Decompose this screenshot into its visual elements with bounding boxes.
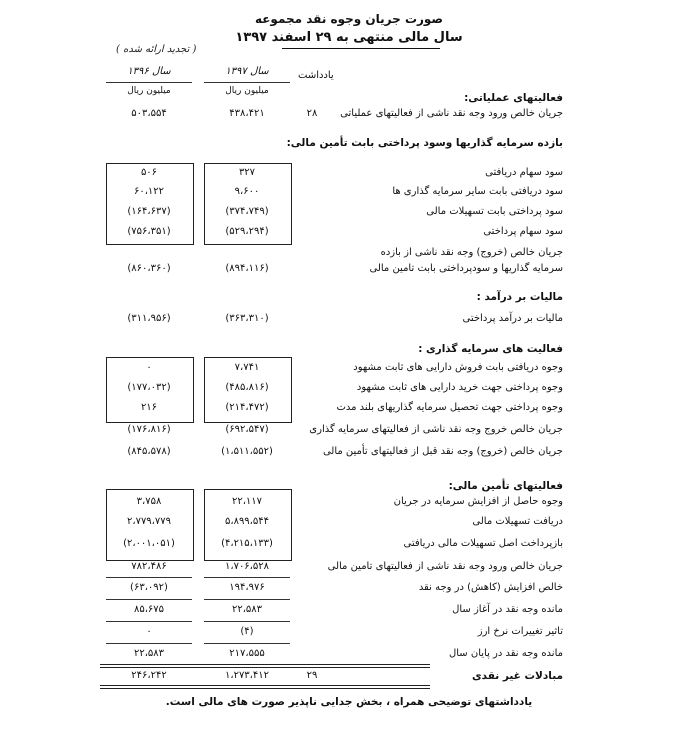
statement-row [0,263,698,283]
value-1397: ۹،۶۰۰ [234,186,260,197]
statement-row [0,446,698,466]
row-label: بازپرداخت اصل تسهیلات مالی دریافتی [403,538,563,549]
row-label: جریان خالص ورود وجه نقد ناشی از فعالیتهای تامین مالی [327,561,563,572]
value-1397: ۲۲،۱۱۷ [231,496,263,507]
statement-row [0,496,698,516]
statement-title: صورت جریان وجوه نقد مجموعه [254,12,444,26]
value-1397: (۳۶۳،۳۱۰) [225,313,269,324]
row-label: فعالیتهای عملیاتی: [464,92,563,104]
column-1397-rule [204,82,290,83]
value-1396: (۱۶۴،۶۳۷) [127,206,171,217]
row-label: بازده سرمایه گذاریها وسود پرداختی بابت تأمین مالی: [286,137,563,149]
value-1396: (۶۳،۰۹۲) [130,582,168,593]
unit-label-1396: میلیون ریال [127,86,171,96]
row-label: تاثیر تغییرات نرخ ارز [477,626,563,637]
value-1397: (۴،۲۱۵،۱۳۳) [221,538,273,549]
statement-row [0,516,698,536]
statement-row [0,561,698,581]
value-1397: ۲۲،۵۸۳ [231,604,263,615]
value-1397: ۲۱۷،۵۵۵ [229,648,265,659]
value-1396: (۳۱۱،۹۵۶) [127,313,171,324]
value-1396: ۵۰۶ [140,167,158,178]
value-1396: (۸۶۰،۳۶۰) [127,263,171,274]
value-1396: ۶۰،۱۲۲ [133,186,165,197]
value-1396: (۸۴۵،۵۷۸) [127,446,171,457]
row-label: سود سهام پرداختی [483,226,563,237]
row-label: دریافت تسهیلات مالی [472,516,563,527]
value-1397: ۴۳۸،۴۲۱ [229,108,265,119]
value-1396: ۵۰۳،۵۵۴ [131,108,167,119]
row-label: سود دریافتی بابت سایر سرمایه گذاری ها [392,186,563,197]
row-label: فعالیتهای تأمین مالی: [448,480,563,492]
value-1397: ۳۲۷ [238,167,256,178]
section-heading-row [0,291,698,311]
value-1397: (۴۸۵،۸۱۶) [225,382,269,393]
value-1397: (۲۱۴،۴۷۲) [225,402,269,413]
row-label: وجوه حاصل از افزایش سرمایه در جریان [393,496,563,507]
column-header-note: یادداشت [298,70,334,81]
value-1397: (۴) [240,626,254,637]
column-header-1397: سال ۱۳۹۷ [225,66,269,77]
row-label: مانده وجه نقد در آغاز سال [452,604,563,615]
statement-row [0,167,698,187]
statement-row [0,382,698,402]
value-1396: (۲،۰۰۱،۰۵۱) [123,538,175,549]
unit-label-1397: میلیون ریال [225,86,269,96]
row-label: مالیات بر درآمد پرداختی [462,313,563,324]
value-1396: ۲،۷۷۹،۷۷۹ [126,516,172,527]
statement-row [0,402,698,422]
value-1396: (۱۷۶،۸۱۶) [127,424,171,435]
row-label: جریان خالص (خروج) وجه نقد ناشی از بازده [380,247,563,258]
statement-row [0,604,698,624]
row-label: مانده وجه نقد در پایان سال [448,648,563,659]
section-heading-row [0,343,698,363]
row-label: خالص افزایش (کاهش) در وجه نقد [418,582,563,593]
column-1396-rule [106,82,192,83]
statement-row [0,313,698,333]
value-1396: ۲۲،۵۸۳ [133,648,165,659]
row-label: جریان خالص ورود وجه نقد ناشی از فعالیتهای عملیاتی [340,108,563,119]
row-label: مبادلات غیر نقدی [472,670,563,682]
statement-row [0,226,698,246]
statement-row [0,206,698,226]
statement-row [0,648,698,668]
subtitle-underline [282,48,440,49]
row-label: وجوه پرداختی جهت خرید دارایی های ثابت مشهود [356,382,563,393]
section-heading-row [0,137,698,157]
row-label: جریان خالص (خروج) وجه نقد قبل از فعالیتهای تأمین مالی [322,446,563,457]
value-1397: ۱،۷۰۶،۵۲۸ [224,561,270,572]
value-1397: (۶۹۲،۵۴۷) [225,424,269,435]
restated-handwritten-note: ( تجدید ارائه شده ) [116,44,197,55]
value-1397: (۱،۵۱۱،۵۵۲) [221,446,273,457]
statement-row [0,582,698,602]
statement-row [0,626,698,646]
value-1397: ۷،۷۴۱ [234,362,260,373]
value-1397: ۱،۲۷۳،۴۱۲ [224,670,270,681]
row-label: سود سهام دریافتی [485,167,563,178]
value-1397: ۵،۸۹۹،۵۴۴ [224,516,270,527]
value-1396: ۷۸۲،۴۸۶ [131,561,167,572]
row-label: سود پرداختی بابت تسهیلات مالی [426,206,563,217]
statement-row [0,538,698,558]
value-1396: ۰ [146,362,152,373]
value-1396: ۰ [146,626,152,637]
row-note-ref: ۲۹ [306,670,318,681]
statement-row [0,424,698,444]
value-1396: ۸۵،۶۷۵ [133,604,165,615]
statement-subtitle: سال مالی منتهی به ۲۹ اسفند ۱۳۹۷ [235,30,463,45]
value-1396: ۲۱۶ [140,402,158,413]
section-heading-row [0,670,698,690]
column-header-1396: سال ۱۳۹۶ [127,66,171,77]
statement-row [0,362,698,382]
statement-row [0,186,698,206]
row-label: سرمایه گذاریها و سودپرداختی بابت تامین مالی [369,263,563,274]
value-1397: ۱۹۴،۹۷۶ [229,582,265,593]
row-label: وجوه پرداختی جهت تحصیل سرمایه گذاریهای بلند مدت [336,402,563,413]
footer-note: یادداشتهای توضیحی همراه ، بخش جدایی ناپذیر صورت های مالی است. [165,696,533,708]
row-note-ref: ۲۸ [306,108,318,119]
row-label: جریان خالص خروج وجه نقد ناشی از فعالیتهای سرمایه گذاری [309,424,563,435]
row-label: فعالیت های سرمایه گذاری : [418,343,563,355]
value-1397: (۵۲۹،۲۹۴) [225,226,269,237]
value-1396: (۷۵۶،۳۵۱) [127,226,171,237]
row-label: مالیات بر درآمد : [476,291,563,303]
value-1396: ۲۴۶،۲۴۲ [131,670,167,681]
value-1396: ۳،۷۵۸ [136,496,162,507]
row-label: وجوه دریافتی بابت فروش دارایی های ثابت مشهود [353,362,563,373]
value-1397: (۸۹۴،۱۱۶) [225,263,269,274]
value-1396: (۱۷۷،۰۳۲) [127,382,171,393]
statement-row [0,108,698,128]
value-1397: (۳۷۴،۷۴۹) [225,206,269,217]
